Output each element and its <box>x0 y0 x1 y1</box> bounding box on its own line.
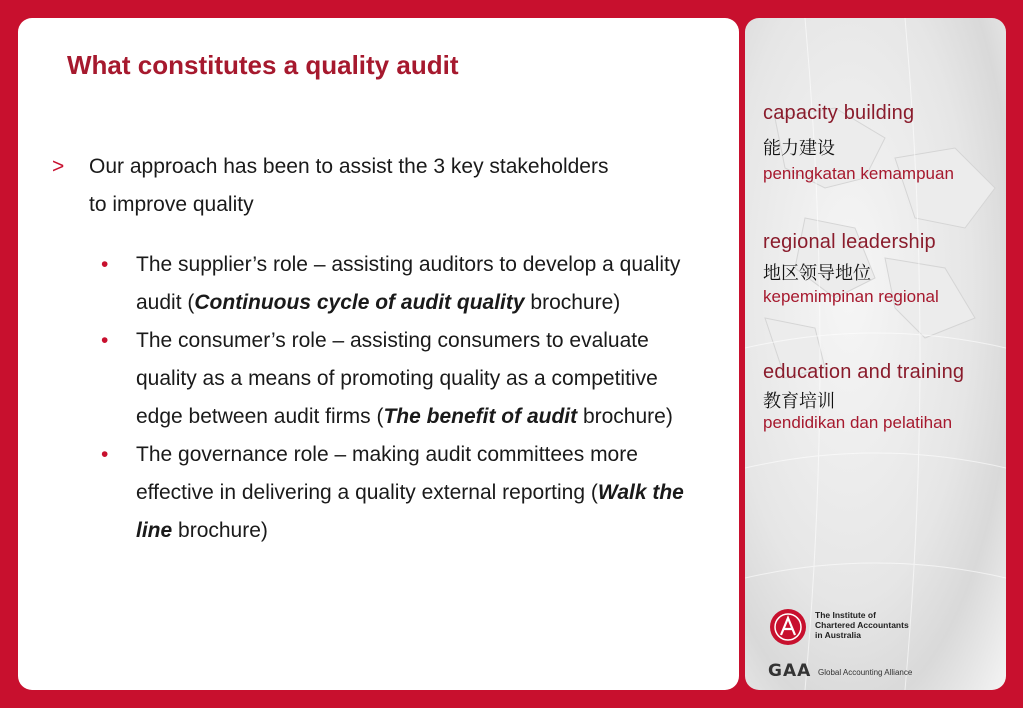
slide-title: What constitutes a quality audit <box>67 50 459 80</box>
institute-logo-text: The Institute of Chartered Accountants in Australia <box>815 610 909 640</box>
tagline-education-training-zh: 教育培训 <box>763 391 835 412</box>
bullet-item <box>101 246 701 322</box>
bullet-text: The supplier’s role – assisting auditors to develop a quality audit ( <box>136 253 681 314</box>
tagline-regional-leadership-id: kepemimpinan regional <box>763 287 939 306</box>
tagline-regional-leadership-zh: 地区领导地位 <box>763 263 871 284</box>
tagline-capacity-building: capacity building <box>763 102 915 124</box>
tagline-capacity-building-zh: 能力建设 <box>763 138 835 159</box>
bullet-text: The governance role – making audit committees more effective in delivering a quality external reporting ( <box>136 443 638 504</box>
arrow-icon: > <box>52 155 65 178</box>
brochure-title: Continuous cycle of audit quality <box>194 291 525 314</box>
bullet-list <box>101 246 701 550</box>
lead-text: Our approach has been to assist the 3 key stakeholders to improve quality <box>89 155 609 216</box>
tagline-capacity-building-id: peningkatan kemampuan <box>763 164 954 183</box>
bullet-text-end: brochure) <box>577 405 673 428</box>
bullet-dot-icon: • <box>101 253 109 276</box>
tagline-education-training: education and training <box>763 361 965 383</box>
bullet-text-end: brochure) <box>172 519 268 542</box>
gaa-logo: GAA <box>768 661 812 681</box>
bullet-text: The consumer’s role – assisting consumers to evaluate quality as a means of promoting quality as a competitive edge between audit firms ( <box>136 329 658 428</box>
bullet-item <box>101 322 701 436</box>
brochure-title: The benefit of audit <box>383 405 578 428</box>
bullet-dot-icon: • <box>101 329 109 352</box>
bullet-item <box>101 436 701 550</box>
institute-logo-icon <box>768 607 808 647</box>
brochure-title: Walk the line <box>136 481 684 542</box>
bullet-text-end: brochure) <box>524 291 621 314</box>
tagline-regional-leadership: regional leadership <box>763 231 936 253</box>
tagline-education-training-id: pendidikan dan pelatihan <box>763 413 953 432</box>
bullet-dot-icon: • <box>101 443 109 466</box>
gaa-logo-text: Global Accounting Alliance <box>818 668 913 677</box>
